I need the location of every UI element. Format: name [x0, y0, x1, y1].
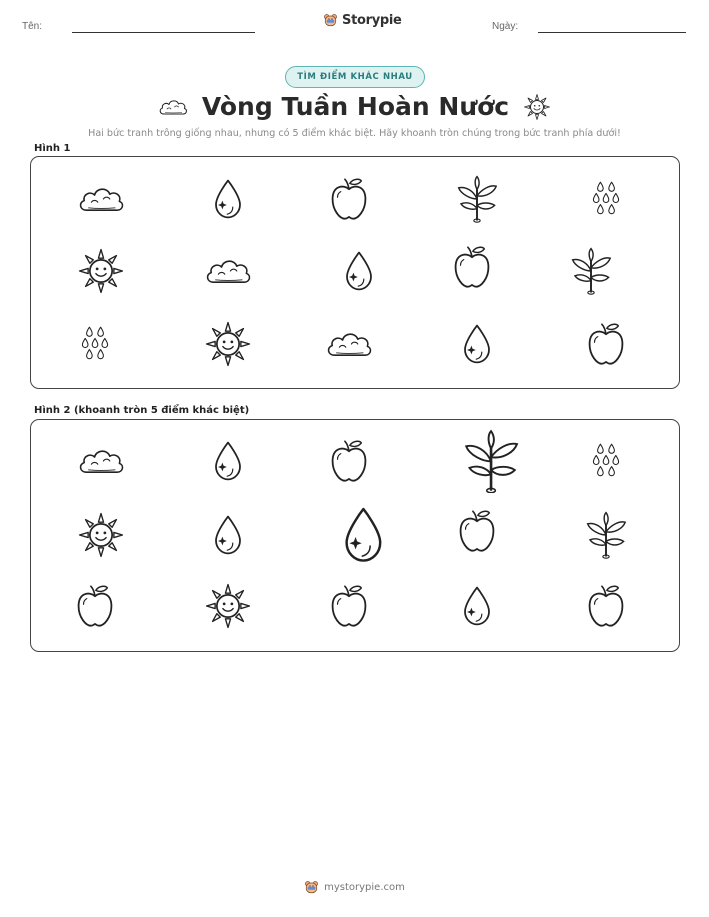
name-label: Tên:: [22, 21, 43, 32]
date-line[interactable]: [538, 32, 686, 33]
cloud-icon[interactable]: [77, 182, 125, 216]
drop-icon[interactable]: [343, 249, 375, 293]
cloud-icon[interactable]: [325, 327, 373, 361]
picture2-label: Hình 2 (khoanh tròn 5 điểm khác biệt): [34, 405, 250, 416]
rain-icon[interactable]: [81, 321, 109, 367]
brand-logo: [323, 13, 402, 28]
apple-icon[interactable]: [328, 176, 370, 222]
drop-icon[interactable]: [461, 322, 493, 366]
sun-icon[interactable]: [204, 320, 252, 368]
rain-icon[interactable]: [592, 438, 620, 484]
picture1-label: Hình 1: [34, 143, 71, 154]
cloud-icon[interactable]: [204, 254, 252, 288]
drop-icon[interactable]: [212, 439, 244, 483]
apple-icon[interactable]: [328, 583, 370, 629]
date-label: Ngày:: [492, 21, 519, 32]
activity-badge: TÌM ĐIỂM KHÁC NHAU: [285, 66, 425, 88]
page-title-row: [0, 92, 709, 121]
bear-logo-icon: [323, 13, 338, 28]
apple-icon[interactable]: [74, 583, 116, 629]
sun-icon[interactable]: [77, 511, 125, 559]
apple-icon[interactable]: [585, 583, 627, 629]
bear-logo-icon: [304, 880, 319, 895]
apple-icon[interactable]: [328, 438, 370, 484]
instructions: Hai bức tranh trông giống nhau, nhưng có 5 điểm khác biệt. Hãy khoanh tròn chúng trong bức tranh phía dưới!: [88, 128, 621, 139]
picture1-frame[interactable]: [30, 156, 680, 389]
plant-icon[interactable]: [583, 511, 629, 559]
apple-icon[interactable]: [451, 244, 493, 290]
plant-icon[interactable]: [568, 247, 614, 295]
apple-icon[interactable]: [585, 321, 627, 367]
sun-icon[interactable]: [204, 582, 252, 630]
plant-icon[interactable]: [454, 175, 500, 223]
name-line[interactable]: [72, 32, 255, 33]
brand-name: Storypie: [342, 13, 402, 28]
drop-icon[interactable]: [212, 513, 244, 557]
drop-icon[interactable]: [341, 504, 386, 566]
drop-icon[interactable]: [212, 177, 244, 221]
sun-icon: [523, 93, 551, 121]
footer-url: mystorypie.com: [324, 882, 405, 893]
apple-icon[interactable]: [456, 508, 498, 554]
rain-icon[interactable]: [592, 176, 620, 222]
drop-icon[interactable]: [461, 584, 493, 628]
cloud-icon[interactable]: [77, 444, 125, 478]
cloud-icon: [158, 96, 188, 118]
sun-icon[interactable]: [77, 247, 125, 295]
plant-icon[interactable]: [460, 429, 522, 494]
picture2-frame[interactable]: [30, 419, 680, 652]
footer: [0, 880, 709, 895]
page-title: Vòng Tuần Hoàn Nước: [201, 92, 510, 121]
